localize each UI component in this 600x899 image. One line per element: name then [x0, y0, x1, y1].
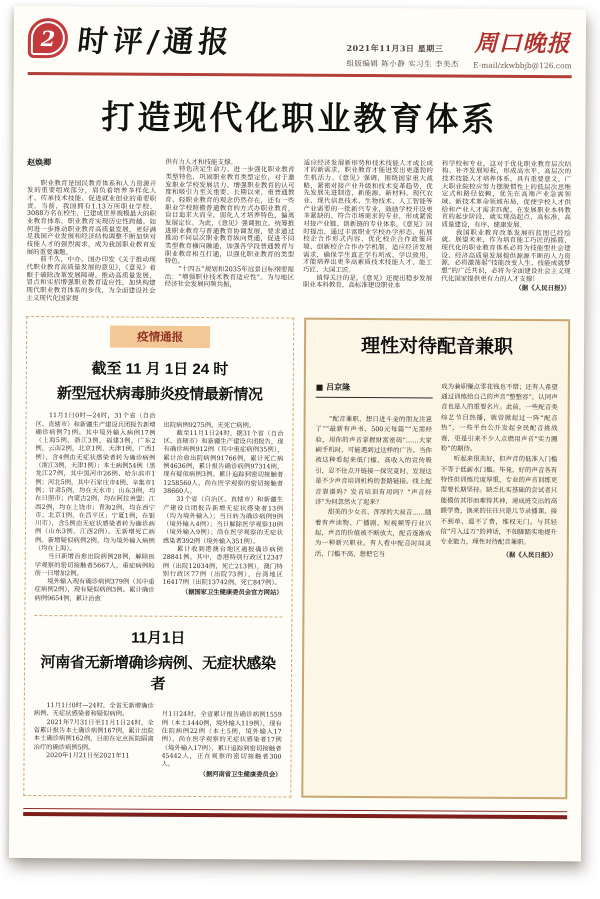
masthead-logo: 周口晚报 [474, 29, 571, 58]
national-report-title-line2: 新型冠状病毒肺炎疫情最新情况 [56, 385, 263, 404]
opinion-text-left: “配音兼职，想日进斗金的朋友注意了”“最新有声书，500元每篇”“无需经验，用你的声音掌握财富密码”……大家刷手机时，可能遇到过这样的广告。当你被这种看起来低门槛、高收入的宣传吸引，忍不住点开链接一探究竟时，发现这是不少声音培训机构的套路链接。线上配音靠谱吗？发音培训有用吗？“声音经济”为何忽然火了起来？ 甜美的少女音、浑厚的大叔音……随着有声读物、广播剧、短视频等行业兴起，声音的价值被不断放大，配音逐渐成为一种新兴职业。有人看中配音时间灵活、门槛不高，想把它当 [314, 414, 433, 558]
main-article-byline: 赵焕卿 [27, 156, 52, 167]
national-report-column-left: 11月1日0时—24时，31个省（自治区、直辖市）和新疆生产建设兵团报告新增确诊病例71例。其中境外输入病例17例（上海5例，浙江3例，福建3例，广东2例，云南2例，北京1例，天津1例，广西1例），含4例由无症状感染者转为确诊病例（浙江3例，天津1例）；本土病例54例（黑龙江27例，其中黑河市26例、哈尔滨市1例；河北5例，其中石家庄市4例、辛集市1例；甘肃5例，均在天水市；山东3例，均在日照市；内蒙古2例，均在阿拉善盟；江西2例，均在上饶市；青海2例，均在西宁市；北京1例，在昌平区；宁夏1例，在银川市），含5例由无症状感染者转为确诊病例（山东3例，江西2例）。无新增死亡病例。新增疑似病例2例，均为境外输入病例（均在上海）。 当日新增治愈出院病例28例，解除医学观察的密切接触者5667人，重症病例较前一日增加2例。 境外输入现有确诊病例379例（其中重症病例2例），现有疑似病例3例。累计确诊病例9654例，累计治愈 [34, 412, 156, 603]
national-report-title-line1: 截至 11 月 1日 24 时 [91, 360, 229, 379]
henan-report-text-right: 月1日24时，全省累计报告确诊病例1559例（本土1440例，境外输入119例），现有住院病例22例（本土5例，境外输入17例），尚在医学观察的无症状感染者17例（境外输入17例），累计追踪到密切接触者45442人，正在观察的密切接触者300人。 [161, 711, 282, 769]
epidemic-bulletin-box [23, 316, 294, 797]
main-article-column-3 [303, 152, 433, 305]
opinion-body [313, 370, 558, 788]
main-headline: 打造现代化职业教育体系 [101, 97, 498, 139]
main-article-column-1 [26, 150, 156, 303]
page-number: 2 [40, 25, 56, 51]
national-report-attribution: （据国家卫生健康委员会官方网站） [181, 589, 283, 598]
page-number-badge [28, 18, 68, 58]
main-article-text-1: 职业教育是国民教育体系和人力资源开发的重要组成部分，肩负着培养多样化人才、传承技术技能、促进就业创业的重要职责。当前，我国拥有1.13万所职业学校、3088万名在校生，已建成世界规模最大的职业教育体系，职业教育实现历史性跨越。如何进一步推动职业教育高质量发展，更好满足我国产业发展和经济结构调整不断加快对技能人才的强烈需求，成为我国职业教育发展的重要课题。 前不久，中办、国办印发《关于推动现代职业教育高质量发展的意见》，《意见》着眼于破除改革发展障碍、推动高质量发展，冒点和实招增强职业教育适应性，加快构建现代职业教育体系的步伐，为全面建设社会主义现代化国家提 [26, 178, 157, 302]
page-header [28, 16, 572, 70]
opinion-column-right [439, 371, 558, 789]
main-article-text-2: 供有力人才和技能支撑。 特色决定生命力。进一步强化职业教育类型特色，巩固职业教育类型定位，对于激发职业学校发展活力、增强职业教育的认可度和吸引力至关重要。长期以来，重普通教育、轻职业教育的观念仍然存在，还有一些职业学校照搬普通教育的方式办职业教育，盲目追求大而全，弱化人才培养特色，偏离发展定位。为此，《意见》强调独立，统筹推进职业教育与普通教育协调发展，要求通过推动不同层次职业教育纵向贯通，促进不同类型教育横向融通，加强各学段普通教育与职业教育相互打通，以强化职业教育的类型特色。 “十四五”规划和2035年远景目标纲要提出：“增强职业技术教育适应性”。为与地区经济社会发展同频共振， [164, 157, 295, 289]
national-report-column-right [162, 413, 283, 607]
opinion-text-right: 成为兼职赚点零花钱也不错；还有人希望通过训练给自己的声音“整整容”，认同声音也是人的重要名片。此前，一些配音类综艺节目热播，就曾掀起过一阵“配音热”，一些平台公开发起全民配音挑战赛，更是引来不少人点燃用声音“实力圈粉”的期待。 听起来很美好，但声音的低准入门槛不等于低薪水门槛。毕竟，好的声音各有特性但训练尺度厚重，专业的声音训练更需要长期坚持。缺乏扎实基础的尝试者只能模仿其形而难得其神，速成班交出的高额学费，换来的往往只是几节录播课，接不到单、退不了费，维权无门。与其轻信“月入过万”的神话，不如脚踏实地提升专业能力，理性对待配音兼职。 [440, 382, 558, 547]
opinion-attribution: （据《人民日报》） [502, 550, 557, 559]
henan-report-title-line2: 河南省无新增确诊病例、无症状感染者 [40, 654, 276, 693]
epidemic-bulletin-tag: 疫情通报 [110, 326, 210, 349]
section-title: 时评/通报 [75, 24, 236, 61]
henan-report-column-left: 11月1日0时—24时，全省无新增确诊病例、无症状感染者和疑似病例。 2021年7月31日至11月1日24时，全省累计报告本土确诊病例167例，累计出院本土确诊病例162例，目前在定点医院隔离治疗的确诊病例5例。 2020年1月21日至2021年11 [33, 702, 154, 760]
newspaper-page [9, 6, 586, 861]
main-article-column-4 [441, 152, 571, 305]
header-rule [28, 72, 572, 78]
main-article-text-4: 科学校和专业，这对于优化职业教育层次结构、补齐发展短板，形成高水平、高层次的技术技能人才培养体系，具有重要意义。广大职业院校应努力摆脱惯性上的低层次思维定式和路径依赖，优先在高端产业急需领域、新技术革命领域布局，促使学校人才供给和产业人才需求匹配，在发展职业本科教育的起步阶段，就实现高起点、高标准、高质量建设，有序、健康发展。 我国职业教育改革发展的蓝图已经绘就。展望未来，作为培育能工巧匠的摇篮，现代化的职业教育体系必将为技能型社会建设、经济高质量发展提供源源不断的人力资源，必将激荡起“技能改变人生、技能成就梦想”的广泛共识，必将为全面建设社会主义现代化国家提供更有力的人才支撑！ [441, 159, 572, 283]
main-article-column-2 [165, 151, 295, 304]
contact-email: E-mail/zkwbbjb@126.com [473, 60, 572, 71]
national-report-body [34, 412, 283, 606]
page-bottom-rule [23, 808, 567, 819]
opinion-headline: 理性对待配音兼职 [360, 336, 514, 359]
opinion-article-box [301, 318, 570, 799]
henan-report-body [33, 702, 282, 788]
main-article-attribution: （据《人民日报》） [515, 284, 571, 293]
staff-line: 组版编辑 陈小静 实习生 李美杰 [346, 58, 460, 69]
opinion-byline: ■ 吕京隆 [316, 380, 433, 398]
date-line: 2021年11月3日 星期三 [346, 42, 444, 54]
henan-report-attribution: （据河南省卫生健康委员会） [199, 771, 282, 779]
main-article-body [26, 150, 571, 306]
bulletin-divider [34, 615, 282, 618]
opinion-column-left [313, 370, 432, 788]
national-report-text-right: 出院病例9275例，无死亡病例。 截至11月1日24时，据31个省（自治区、直辖市）和新疆生产建设兵团报告，现有确诊病例912例（其中重症病例35例），累计治愈出院病例91766例，累计死亡病例4636例，累计报告确诊病例97314例，现有疑似病例3例。累计追踪到密切接触者1258560人，尚在医学观察的密切接触者38660人。 31个省（自治区、直辖市）和新疆生产建设兵团报告新增无症状感染者13例（均为境外输入）；当日转为确诊病例9例（境外输入4例）；当日解除医学观察10例（境外输入9例）；尚在医学观察的无症状感染者392例（境外输入351例）。 累计收到港澳台地区通报确诊病例28841例。其中，香港特别行政区12347例（出院12034例，死亡213例），澳门特别行政区77例（出院73例），台湾地区16417例（出院13742例，死亡847例）。 [162, 421, 284, 587]
main-article-text-3: 适应经济发展新形势和技术技能人才成长成才的新需求，职业教育才能迸发出更蓬勃的生机活力。《意见》强调，围绕国家重大战略，紧密对接产业升级和技术变革趋势，优先发展先进制造、新能源、新材料、现代农业、现代信息技术、生物技术、人工智能等产业需要的一批新兴专业，鼓励学校开设更多紧缺的、符合市场需求的专业，形成紧密对接产业链、创新链的专业体系。《意见》同时提出，通过丰富职业学校办学形态、拓展校企合作形式内容、优化校企合作政策环境、创新校企合作办学机制，适应经济发展需求，确保学生真正学有所成、学以致用，才能培养出更多高素质技术技能人才、能工巧匠、大国工匠。 值得关注的是，《意见》还提出稳步发展职业本科教育，高标准建设职业本 [302, 158, 433, 290]
henan-report-column-right [161, 703, 282, 789]
henan-report-title-line1: 11月1日 [131, 629, 186, 648]
